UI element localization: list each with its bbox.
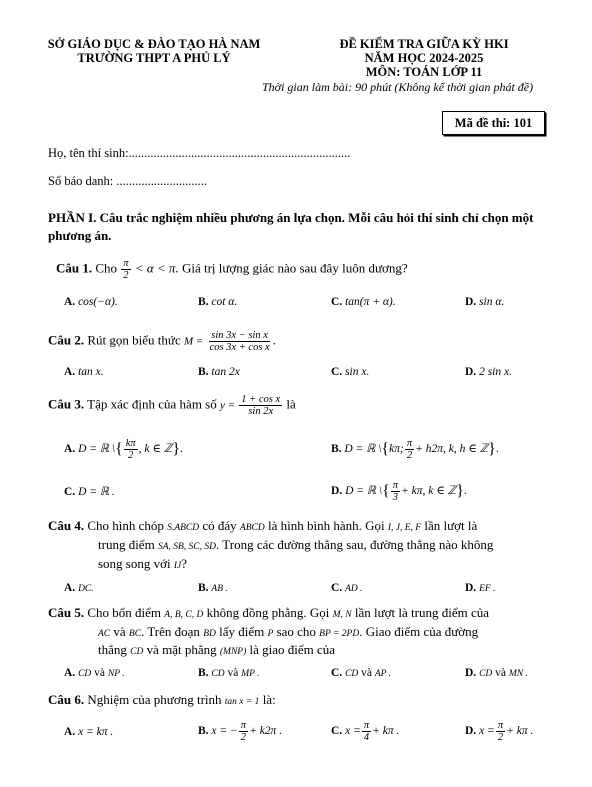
exam-duration: Thời gian làm bài: 90 phút (Không kể thời gian phát đề): [262, 80, 534, 94]
q5-option-a[interactable]: A. CD và NP .: [64, 667, 125, 679]
question-2-label: Câu 2.: [48, 332, 85, 348]
question-3: Câu 3. Tập xác định của hàm số y = $\frac{\text{1 + cos x}}{\sin 2x}$ là: [48, 394, 296, 418]
question-4-line2: trung điểm SA, SB, SC, SD. Trong các đường thẳng sau, đường thẳng nào không: [98, 537, 494, 552]
student-id-field: Số báo danh: .............................: [48, 174, 208, 188]
section-title-line1: PHẦN I. Câu trắc nghiệm nhiều phương án lựa chọn. Mỗi câu hỏi thí sinh chỉ chọn một: [48, 210, 534, 225]
q4-option-b[interactable]: B. AB .: [198, 582, 228, 594]
subject: MÔN: TOÁN LỚP 11: [365, 65, 483, 79]
q3-option-b[interactable]: B. D = ℝ \{kπ; $\frac{\pi}{2}$ + h2π, k, h ∈ ℤ}.: [331, 438, 499, 462]
student-name-field: Họ, tên thí sinh:.......................................................................: [48, 146, 351, 160]
school-name: TRƯỜNG THPT A PHỦ LÝ: [77, 51, 231, 65]
q1-option-b[interactable]: B. cot α.: [198, 296, 238, 308]
question-5-line2: AC và BC. Trên đoạn BD lấy điểm P sao cho BP = 2PD. Giao điểm của đường: [98, 624, 479, 639]
q4-option-c[interactable]: C. AD .: [331, 582, 363, 594]
question-6: Câu 6. Nghiệm của phương trình tan x = 1 là:: [48, 692, 276, 707]
fraction: $\frac{\text{sin 3x − sin x}}{\text{cos 3x + cos x}}$: [209, 330, 270, 354]
question-4-line1: Câu 4. Cho hình chóp S.ABCD có đáy ABCD là hình bình hành. Gọi I, J, E, F lần lượt là: [48, 518, 478, 533]
q5-option-d[interactable]: D. CD và MN .: [465, 667, 528, 679]
question-5-line1: Câu 5. Cho bốn điểm A, B, C, D không đồng phẳng. Gọi M, N lần lượt là trung điểm của: [48, 605, 490, 620]
fraction: $\frac{\text{1 + cos x}}{\sin 2x}$: [241, 394, 281, 418]
school-year: NĂM HỌC 2024-2025: [364, 51, 484, 65]
question-4-line3: song song với IJ?: [98, 556, 188, 571]
question-1: Câu 1. Cho $\frac{\pi}{2}$ < α < π. Giá trị lượng giác nào sau đây luôn dương?: [56, 258, 408, 282]
q2-option-a[interactable]: A. tan x.: [64, 366, 104, 378]
q6-option-b[interactable]: B. x = − $\frac{\pi}{2}$ + k2π .: [198, 720, 283, 744]
q6-option-a[interactable]: A. x = kπ .: [64, 726, 114, 738]
fraction: $\frac{\pi}{2}$: [123, 258, 129, 282]
q1-option-d[interactable]: D. sin α.: [465, 296, 505, 308]
q3-option-d[interactable]: D. D = ℝ \{ $\frac{\pi}{3}$ + kπ, k ∈ ℤ}.: [331, 480, 467, 504]
q1-option-a[interactable]: A. cos(−α).: [64, 296, 118, 308]
q5-option-b[interactable]: B. CD và MP .: [198, 667, 260, 679]
question-2: Câu 2. Rút gọn biểu thức M = $\frac{\text{sin 3x − sin x}}{\text{cos 3x + cos x}}$ .: [48, 330, 276, 354]
q2-option-d[interactable]: D. 2 sin x.: [465, 366, 512, 378]
section-title-line2: phương án.: [48, 228, 112, 243]
q2-option-c[interactable]: C. sin x.: [331, 366, 370, 378]
question-3-label: Câu 3.: [48, 396, 85, 412]
q6-option-d[interactable]: D. x = $\frac{\pi}{2}$ + kπ .: [465, 720, 534, 744]
q6-option-c[interactable]: C. x = $\frac{\pi}{4}$ + kπ .: [331, 720, 400, 744]
q4-option-a[interactable]: A. DC.: [64, 582, 94, 594]
q4-option-d[interactable]: D. EF .: [465, 582, 496, 594]
dept-name: SỞ GIÁO DỤC & ĐÀO TẠO HÀ NAM: [47, 37, 261, 51]
exam-code-box: Mã đề thi: 101: [442, 111, 545, 135]
q5-option-c[interactable]: C. CD và AP .: [331, 667, 392, 679]
q1-option-c[interactable]: C. tan(π + α).: [331, 296, 396, 308]
q3-option-a[interactable]: A. D = ℝ \{ $\frac{k\pi}{2}$ , k ∈ ℤ}.: [64, 438, 183, 462]
question-1-label: Câu 1.: [56, 260, 93, 276]
question-5-line3: thẳng CD và mặt phẳng (MNP) là giao điểm của: [98, 642, 336, 657]
q3-option-c[interactable]: C. D = ℝ .: [64, 486, 115, 498]
q2-option-b[interactable]: B. tan 2x: [198, 366, 240, 378]
exam-title: ĐỀ KIỂM TRA GIỮA KỲ HKI: [339, 37, 509, 51]
